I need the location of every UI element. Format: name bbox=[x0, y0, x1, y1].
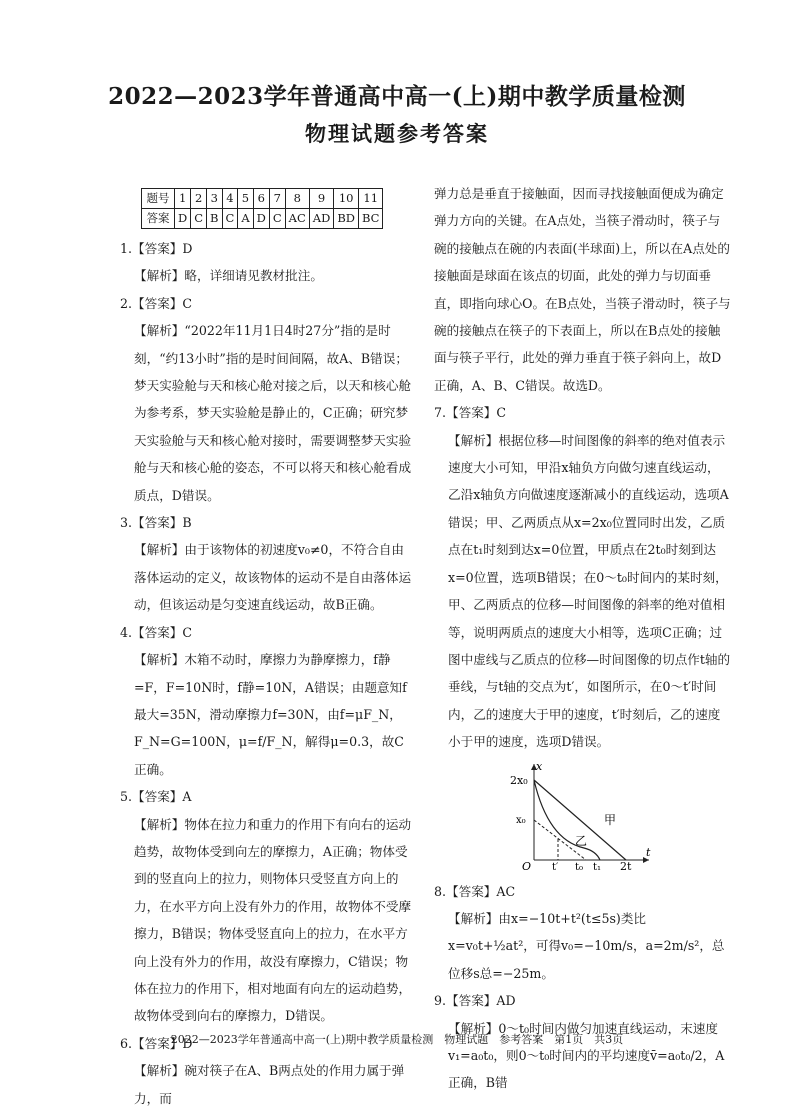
table-cell: 9 bbox=[309, 189, 334, 209]
jia-label: 甲 bbox=[604, 812, 617, 827]
t1-label: t₁ bbox=[593, 861, 602, 872]
table-header-cell: 题号 bbox=[142, 189, 175, 209]
answer-line: 2.【答案】C bbox=[120, 295, 193, 311]
table-cell: 7 bbox=[269, 189, 285, 209]
table-cell: 2 bbox=[191, 189, 207, 209]
table-cell: AC bbox=[285, 209, 309, 229]
explanation-paragraph: 【解析】0～t₀时间内做匀加速直线运动，末速度v₁=a₀t₀，则0～t₀时间内的平均速度v̄=a₀t₀/2，A正确，B错 bbox=[448, 1020, 725, 1091]
answer-line: 5.【答案】A bbox=[120, 789, 192, 805]
table-cell: 10 bbox=[334, 189, 359, 209]
table-cell: 1 bbox=[175, 189, 191, 209]
explanation-paragraph: 【解析】“2022年11月1日4时27分”指的是时刻，“约13小时”指的是时间间隔，故A、B错误；梦天实验舱与天和核心舱对接之后，以天和核心舱为参考系，梦天实验舱是静止的，C正确；研究梦天实验舱与天和核心舱对接时，需要调整梦天实验舱与天和核心舱的姿态，不可以将天和核心舱看成质点，D错误。 bbox=[134, 323, 412, 503]
right-column bbox=[434, 180, 732, 1097]
explanation-paragraph: 【解析】木箱不动时，摩擦力为静摩擦力，f静=F，F=10N时，f静=10N，A错误；由题意知f最大=35N，滑动摩擦力f=30N，由f=μF_N，F_N=G=100N，μ=f/F_N，解得μ=0.3，故C正确。 bbox=[134, 652, 407, 777]
t-prime-label: t′ bbox=[552, 861, 559, 872]
table-cell: 11 bbox=[358, 189, 382, 209]
table-cell: BD bbox=[334, 209, 359, 229]
origin-label: O bbox=[522, 859, 532, 872]
answer-line: 1.【答案】D bbox=[120, 241, 193, 256]
table-cell: 3 bbox=[207, 189, 222, 209]
x-t-graph-figure bbox=[434, 760, 732, 872]
table-cell: D bbox=[253, 209, 269, 229]
page-footer: 2022—2023学年普通高中高一(上)期中教学质量检测 物理试题 参考答案 第1页 共3页 bbox=[170, 1033, 624, 1046]
answer-line: 3.【答案】B bbox=[120, 515, 192, 531]
t0-label: t₀ bbox=[575, 861, 584, 872]
table-cell: C bbox=[222, 209, 238, 229]
answer-line: 7.【答案】C bbox=[434, 405, 507, 421]
explanation-paragraph: 【解析】由x=−10t+t²(t≤5s)类比x=v₀t+½at²，可得v₀=−10m/s，a=2m/s²，总位移s总=−25m。 bbox=[448, 910, 725, 981]
explanation-paragraph: 【解析】物体在拉力和重力的作用下有向右的运动趋势，故物体受到向左的摩擦力，A正确；物体受到的竖直向上的拉力，则物体只受竖直方向上的力，在水平方向上没有外力的作用，故物体不受摩擦力，B错误；物体受竖直向上的拉力，在水平方向上没有外力的作用，故没有摩擦力，C错误；物体在拉力的作用下，相对地面有向左的运动趋势，故物体受到向右的摩擦力，D错误。 bbox=[134, 816, 412, 1024]
table-header-cell: 答案 bbox=[142, 209, 175, 229]
answer-line: 4.【答案】C bbox=[120, 624, 193, 640]
answer-table bbox=[141, 188, 383, 229]
table-cell: C bbox=[269, 209, 285, 229]
yi-label: 乙 bbox=[575, 833, 588, 848]
explanation-paragraph: 【解析】碗对筷子在A、B两点处的作用力属于弹力，而 bbox=[134, 1063, 405, 1106]
y-label-2x0: 2x₀ bbox=[510, 773, 528, 787]
explanation-paragraph: 【解析】根据位移—时间图像的斜率的绝对值表示速度大小可知，甲沿x轴负方向做匀速直线运动，乙沿x轴负方向做速度逐渐减小的直线运动，选项A错误；甲、乙两质点从x=2x₀位置同时出发，乙质点在t₁时刻到达x=0位置，甲质点在2t₀时刻到达x=0位置，选项B错误；在0～t₀时间内的某时刻，甲、乙两质点的位移—时间图像的斜率的绝对值相等，说明两质点的速度大小相等，选项C正确；过图中虚线与乙质点的位移—时间图像的切点作t轴的垂线，与t轴的交点为t′，如图所示，在0～t′时间内，乙的速度大于甲的速度，t′时刻后，乙的速度小于甲的速度，选项D错误。 bbox=[448, 432, 731, 750]
table-cell: BC bbox=[358, 209, 382, 229]
t-axis-label: t bbox=[646, 845, 651, 859]
table-cell: 6 bbox=[253, 189, 269, 209]
x-axis-label: x bbox=[536, 759, 543, 773]
table-cell: D bbox=[175, 209, 191, 229]
table-cell: 8 bbox=[285, 189, 309, 209]
answer-line: 8.【答案】AC bbox=[434, 883, 516, 899]
2t-label: 2t bbox=[620, 859, 632, 872]
x-t-graph bbox=[434, 760, 732, 872]
left-column bbox=[120, 188, 416, 1112]
answer-line: 6.【答案】D bbox=[120, 1035, 193, 1051]
explanation-paragraph: 【解析】略，详细请见教材批注。 bbox=[134, 268, 323, 284]
table-cell: C bbox=[191, 209, 207, 229]
explanation-paragraph: 【解析】由于该物体的初速度v₀≠0，不符合自由落体运动的定义，故该物体的运动不是自由落体运动，但该运动是匀变速直线运动，故B正确。 bbox=[134, 542, 412, 613]
explanation-continuation: 弹力总是垂直于接触面，因而寻找接触面便成为确定弹力方向的关键。在A点处，当筷子滑动时，筷子与碗的接触点在碗的内表面(半球面)上，所以在A点处的接触面是球面在该点的切面，此处的弹力与切面垂直，即指向球心O。在B点处，当筷子滑动时，筷子与碗的接触点在筷子的下表面上，所以在B点处的接触面与筷子平行，此处的弹力垂直于筷子斜向上，故D正确，A、B、C错误。故选D。 bbox=[434, 186, 731, 393]
table-row-answers bbox=[142, 209, 383, 229]
answer-line: 9.【答案】AD bbox=[434, 993, 516, 1009]
page-subtitle: 物理试题参考答案 bbox=[305, 121, 489, 146]
y-label-x0: x₀ bbox=[516, 814, 526, 826]
table-cell: A bbox=[238, 209, 253, 229]
table-cell: 5 bbox=[238, 189, 253, 209]
table-cell: B bbox=[207, 209, 222, 229]
page-title: 2022—2023学年普通高中高一(上)期中教学质量检测 bbox=[108, 83, 686, 110]
yi-curve bbox=[534, 780, 600, 860]
table-cell: 4 bbox=[222, 189, 238, 209]
table-row-numbers bbox=[142, 189, 383, 209]
table-cell: AD bbox=[309, 209, 334, 229]
